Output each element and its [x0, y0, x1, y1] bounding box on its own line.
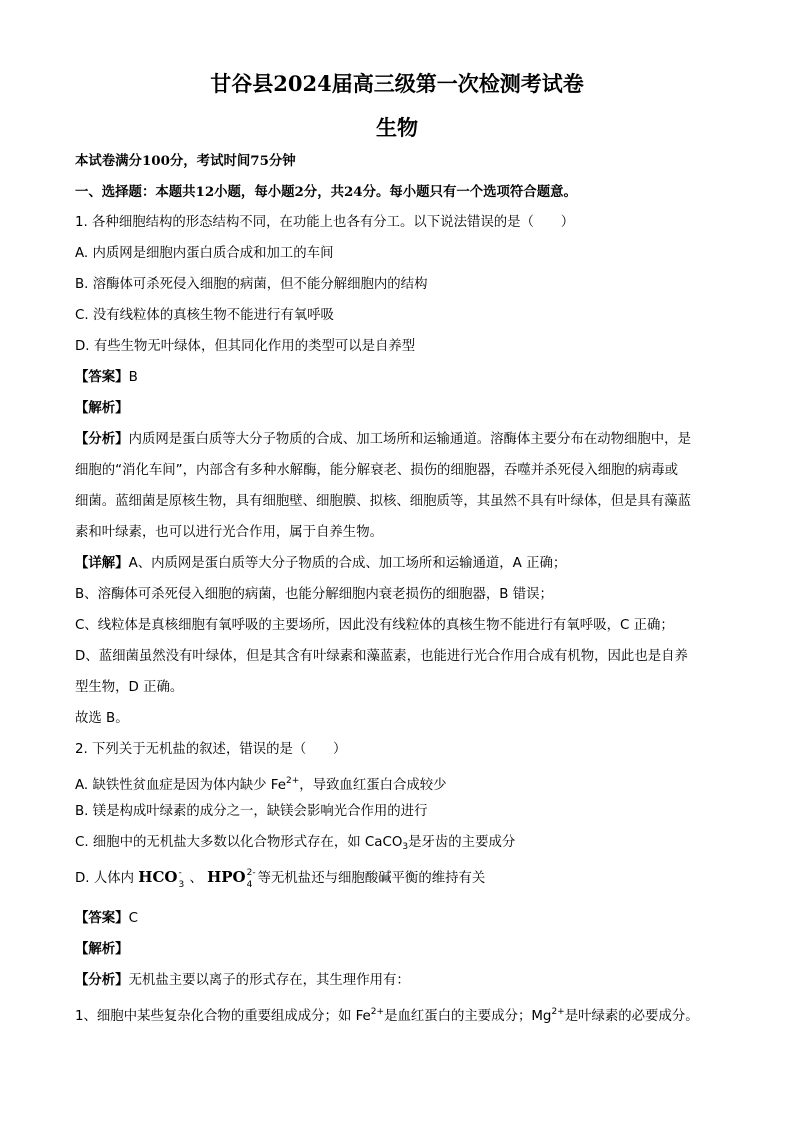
q1-conclusion: 故选 B。	[75, 711, 129, 726]
answer-tag: 【答案】	[75, 370, 129, 385]
q1-fenxi-line-1: 【分析】内质网是蛋白质等大分子物质的合成、加工场所和运输通道。溶酶体主要分布在动物细胞中，是	[75, 432, 691, 447]
subject-title: 生物	[376, 115, 418, 140]
xiangjie-tag: 【详解】	[75, 556, 129, 571]
q2-analysis-tag: 【解析】	[75, 942, 129, 957]
exam-note: 本试卷满分100分，考试时间75分钟	[75, 153, 296, 169]
q1-xiangjie-c: C、线粒体是真核细胞有氧呼吸的主要场所，因此没有线粒体的真核生物不能进行有氧呼吸，C 正确；	[75, 618, 674, 633]
q1-analysis-tag: 【解析】	[75, 401, 129, 416]
answer-value: C	[128, 911, 138, 926]
q2-option-d: D. 人体内 HCO - 3 、 HPO 2- 4 等无机盐还与细胞酸碱平衡的维持有关	[75, 868, 486, 890]
q1-fenxi-line-3: 细菌。蓝细菌是原核生物，具有细胞壁、细胞膜、拟核、细胞质等，其虽然不具有叶绿体，但是具有藻蓝	[75, 494, 691, 509]
q2-fenxi-line-1: 【分析】无机盐主要以离子的形式存在，其生理作用有：	[75, 973, 410, 988]
q1-xiangjie-b: B、溶酶体可杀死侵入细胞的病菌，也能分解细胞内衰老损伤的细胞器，B 错误；	[75, 587, 553, 602]
section-heading: 一、选择题：本题共12小题，每小题2分，共24分。每小题只有一个选项符合题意。	[75, 184, 577, 200]
q1-option-a: A. 内质网是细胞内蛋白质合成和加工的车间	[75, 246, 334, 261]
fenxi-tag: 【分析】	[75, 432, 129, 447]
fenxi-tag: 【分析】	[75, 973, 129, 988]
hydrogen-phosphate-ion: HPO	[207, 868, 246, 886]
q1-xiangjie-a: 【详解】A、内质网是蛋白质等大分子物质的合成、加工场所和运输通道，A 正确；	[75, 556, 567, 571]
q1-fenxi-line-2: 细胞的“消化车间”，内部含有多种水解酶，能分解衰老、损伤的细胞器，吞噬并杀死侵入细胞的病毒或	[75, 463, 679, 478]
q2-option-c: C. 细胞中的无机盐大多数以化合物形式存在，如 CaCO$_3$是牙齿的主要成分	[75, 835, 516, 852]
q1-answer	[75, 369, 138, 387]
q2-stem: 2. 下列关于无机盐的叙述，错误的是（ ）	[75, 742, 347, 757]
q1-option-b: B. 溶酶体可杀死侵入细胞的病菌，但不能分解细胞内的结构	[75, 277, 428, 292]
answer-tag: 【答案】	[75, 911, 129, 926]
exam-title: 甘谷县2024届高三级第一次检测考试卷	[210, 71, 584, 96]
bicarbonate-ion: HCO	[138, 868, 178, 886]
q1-xiangjie-d1: D、蓝细菌虽然没有叶绿体，但是其含有叶绿素和藻蓝素，也能进行光合作用合成有机物，因此也是自养	[75, 649, 688, 664]
q2-option-b: B. 镁是构成叶绿素的成分之一，缺镁会影响光合作用的进行	[75, 804, 428, 819]
q2-fenxi-line-2: 1、细胞中某些复杂化合物的重要组成成分；如 $Fe^{2+}$是血红蛋白的主要成分；$Mg^{2+}$是叶绿素的必要成分。	[75, 1007, 699, 1024]
q1-option-c: C. 没有线粒体的真核生物不能进行有氧呼吸	[75, 308, 334, 323]
q1-fenxi-line-4: 素和叶绿素，也可以进行光合作用，属于自养生物。	[75, 525, 383, 540]
answer-value: B	[128, 370, 138, 385]
q2-answer	[75, 910, 138, 928]
q1-stem: 1. 各种细胞结构的形态结构不同，在功能上也各有分工。以下说法错误的是（ ）	[75, 215, 575, 230]
q1-option-d: D. 有些生物无叶绿体，但其同化作用的类型可以是自养型	[75, 339, 416, 354]
q2-option-a: A. 缺铁性贫血症是因为体内缺少 $Fe^{2+}$，导致血红蛋白合成较少	[75, 776, 447, 793]
q1-xiangjie-d2: 型生物，D 正确。	[75, 680, 184, 695]
